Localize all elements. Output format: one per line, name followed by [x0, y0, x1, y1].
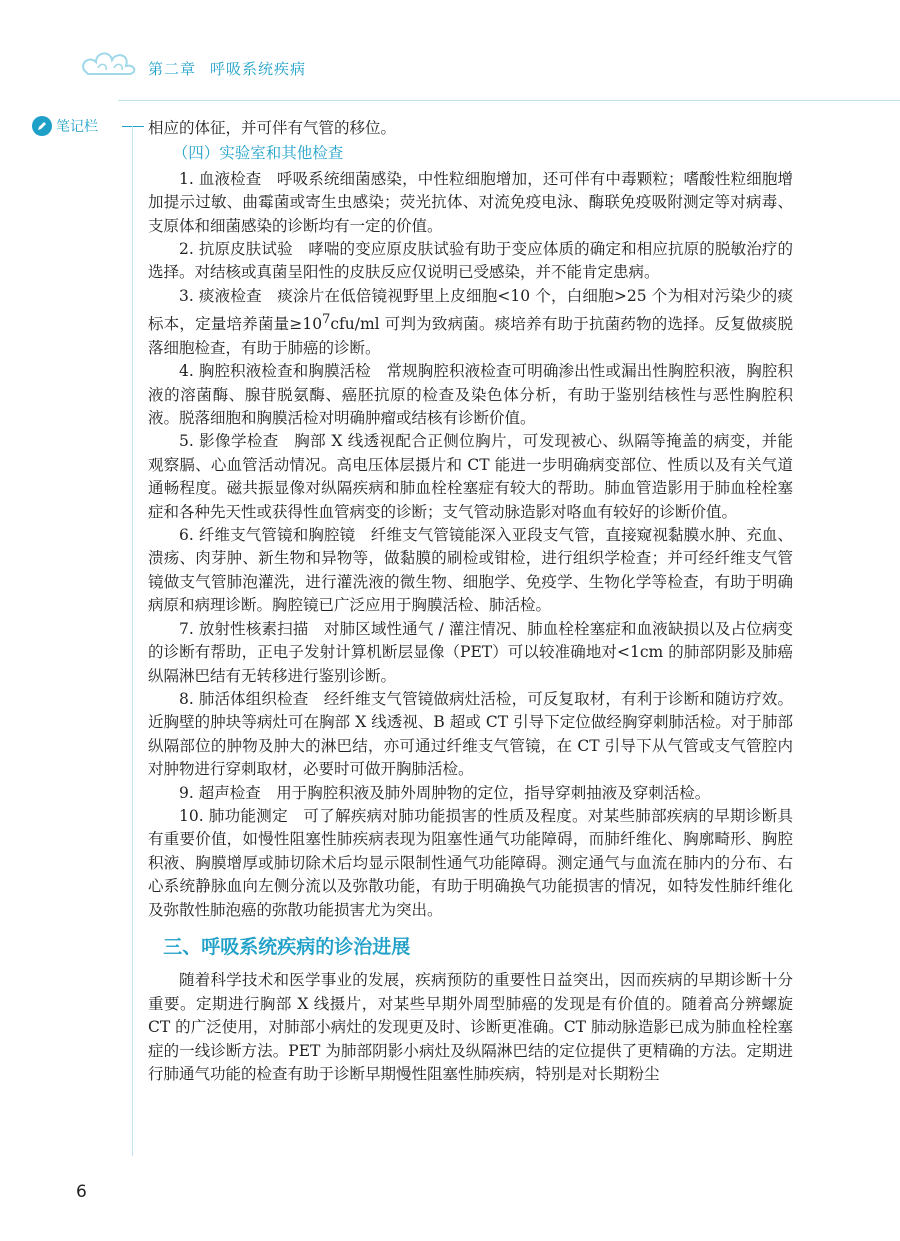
- notes-connector: [122, 126, 144, 127]
- item-text: 常规胸腔积液检查可明确渗出性或漏出性胸腔积液，胸腔积液的溶菌酶、腺苷脱氨酶、癌胚抗原的检查及染色体分析，有助于鉴别结核性与恶性胸腔积液。脱落细胞和胸膜活检对明确肿瘤或结核有诊断价值。: [148, 362, 793, 428]
- item-text: 经纤维支气管镜做病灶活检，可反复取材，有利于诊断和随访疗效。近胸壁的肿块等病灶可在胸部 X 线透视、B 超或 CT 引导下定位做经胸穿刺肺活检。对于肺部纵隔部位的肿物及肿大的淋巴结，亦可通过纤维支气管镜，在 CT 引导下从气管或支气管腔内对肿物进行穿刺取材，必要时可做开胸肺活检。: [148, 689, 793, 779]
- item-text: 用于胸腔积液及肺外周肿物的定位，指导穿刺抽液及穿刺活检。: [276, 783, 711, 802]
- list-item: [148, 805, 793, 922]
- item-title: 10. 肺功能测定: [179, 806, 288, 825]
- page-number: 6: [76, 1182, 87, 1202]
- item-title: 6. 纤维支气管镜和胸腔镜: [179, 526, 356, 545]
- subsection-heading: （四）实验室和其他检查: [172, 144, 344, 163]
- list-item: [148, 430, 793, 524]
- main-text: [148, 117, 793, 1086]
- section-heading: 三、呼吸系统疾病的诊治进展: [163, 935, 411, 958]
- item-text: 胸部 X 线透视配合正侧位胸片，可发现被心、纵隔等掩盖的病变，并能观察膈、心血管活动情况。高电压体层摄片和 CT 能进一步明确病变部位、性质以及有关气道通畅程度。磁共振显像对纵隔疾病和肺血栓栓塞症有较大的帮助。肺血管造影用于肺血栓栓塞症和各种先天性或获得性血管病变的诊断；支气管动脉造影对咯血有较好的诊断价值。: [148, 432, 793, 521]
- cloud-ornament-icon: [78, 40, 142, 80]
- item-title: 2. 抗原皮肤试验: [179, 240, 293, 259]
- item-title: 5. 影像学检查: [179, 432, 279, 451]
- notes-column-tag: [32, 116, 98, 136]
- list-item: [148, 688, 793, 782]
- item-title: 1. 血液检查: [179, 169, 262, 188]
- intro-paragraph: 相应的体征，并可伴有气管的移位。: [148, 119, 397, 137]
- item-text: 纤维支气管镜能深入亚段支气管，直接窥视黏膜水肿、充血、溃疡、肉芽肿、新生物和异物等，做黏膜的刷检或钳检，进行组织学检查；并可经纤维支气管镜做支气管肺泡灌洗，进行灌洗液的微生物、细胞学、免疫学、生物化学等检查，有助于明确病原和病理诊断。胸腔镜已广泛应用于胸膜活检、肺活检。: [148, 526, 793, 615]
- list-item: [148, 238, 793, 285]
- list-item: [148, 285, 793, 360]
- list-item: [148, 168, 793, 238]
- item-text: 呼吸系统细菌感染，中性粒细胞增加，还可伴有中毒颗粒；嗜酸性粒细胞增加提示过敏、曲霉菌或寄生虫感染；荧光抗体、对流免疫电泳、酶联免疫吸附测定等对病毒、支原体和细菌感染的诊断均有一定的价值。: [148, 169, 793, 235]
- list-item: [148, 524, 793, 618]
- notes-label: 笔记栏: [56, 119, 98, 135]
- item-text: 可了解疾病对肺功能损害的性质及程度。对某些肺部疾病的早期诊断具有重要价值，如慢性阻塞性肺疾病表现为阻塞性通气功能障碍，而肺纤维化、胸廓畸形、胸腔积液、胸膜增厚或肺切除术后均显示限制性通气功能障碍。测定通气与血流在肺内的分布、右心系统静脉血向左侧分流以及弥散功能，有助于明确换气功能损害的情况，如特发性肺纤维化及弥散性肺泡癌的弥散功能损害尤为突出。: [148, 806, 793, 919]
- header-divider: [118, 100, 900, 101]
- section-paragraph: 随着科学技术和医学事业的发展，疾病预防的重要性日益突出，因而疾病的早期诊断十分重要。定期进行胸部 X 线摄片，对某些早期外周型肺癌的发现是有价值的。随着高分辨螺旋 CT 的广泛使用，对肺部小病灶的发现更及时、诊断更准确。CT 肺动脉造影已成为肺血栓栓塞症的一线诊断方法。PET 为肺部阴影小病灶及纵隔淋巴结的定位提供了更精确的方法。定期进行肺通气功能的检查有助于诊断早期慢性阻塞性肺疾病，特别是对长期粉尘: [148, 971, 793, 1083]
- item-title: 7. 放射性核素扫描: [179, 619, 309, 638]
- item-title: 8. 肺活体组织检查: [179, 689, 309, 708]
- item-text-cont: cfu/ml 可判为致病菌。痰培养有助于抗菌药物的选择。反复做痰脱落细胞检查，有助于肺癌的诊断。: [148, 315, 793, 357]
- item-title: 3. 痰液检查: [179, 286, 262, 305]
- list-item: [148, 782, 793, 805]
- chapter-number: 第二章: [148, 60, 197, 78]
- list-item: [148, 618, 793, 688]
- item-title: 9. 超声检查: [179, 783, 261, 802]
- chapter-title: 呼吸系统疾病: [210, 60, 307, 78]
- item-text: 痰涂片在低倍镜视野里上皮细胞<10 个，白细胞>25 个为相对污染少的痰标本，定量培养菌量≥10: [148, 286, 794, 334]
- pencil-note-icon: [32, 116, 52, 136]
- superscript: 7: [322, 312, 331, 328]
- item-text: 对肺区域性通气 / 灌注情况、肺血栓栓塞症和血液缺损以及占位病变的诊断有帮助，正电子发射计算机断层显像（PET）可以较准确地对<1cm 的肺部阴影及肺癌纵隔淋巴结有无转移进行鉴别诊断。: [148, 619, 793, 685]
- page-header: [0, 0, 900, 110]
- margin-rule: [132, 126, 133, 1156]
- item-text: 哮喘的变应原皮肤试验有助于变应体质的确定和相应抗原的脱敏治疗的选择。对结核或真菌呈阳性的皮肤反应仅说明已受感染，并不能肯定患病。: [148, 240, 793, 282]
- item-title: 4. 胸腔积液检查和胸膜活检: [179, 362, 371, 381]
- chapter-heading: [148, 58, 306, 79]
- list-item: [148, 360, 793, 430]
